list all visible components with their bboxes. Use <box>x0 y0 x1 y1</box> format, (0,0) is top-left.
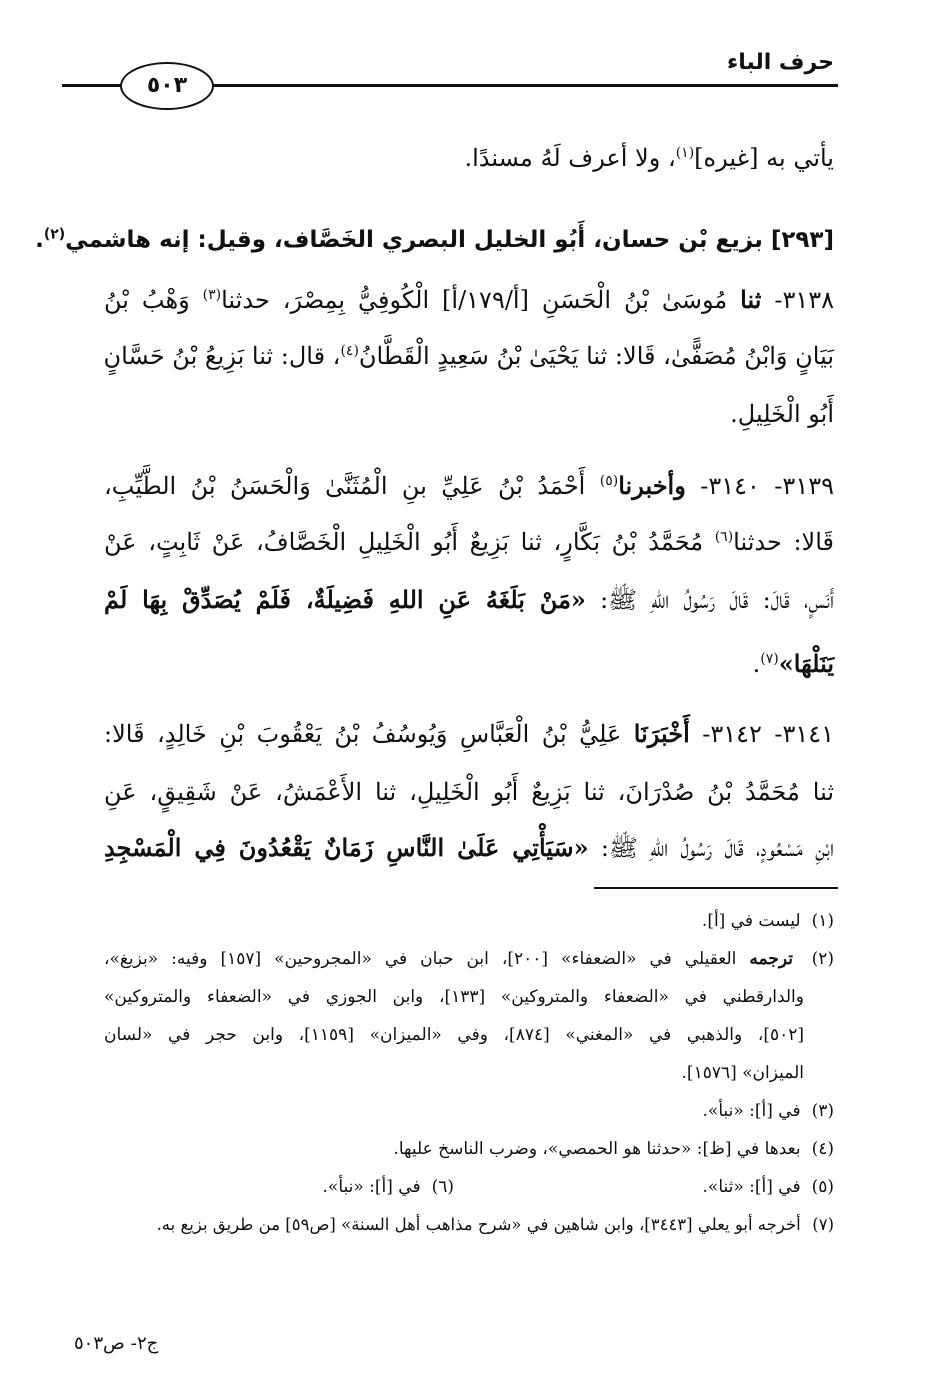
footnote-4: (٤) بعدها في [ظ]: «حدثنا هو الحمصي»، وضرب الناسخ عليها. <box>393 1139 834 1159</box>
footnote-3: (٣) في [أ]: «نبأ». <box>702 1101 834 1121</box>
footnote-mark: (٧) <box>760 651 779 667</box>
continuation-line: يأتي به [غيره]$^{(١)}$، ولا أعرف لَهُ مسندًا. <box>464 144 834 172</box>
footnote-1: (١) ليست في [أ]. <box>701 911 834 931</box>
hadith-3138-line-2: بَيَانٍ وَابْنُ مُصَفًّىٰ، قَالا: ثنا يَحْيَىٰ بْنُ سَعِيدٍ الْقَطَّانُ$^{(٤)}$، قال: ثنا بَزِيعُ بْنُ حَسَّانٍ <box>103 342 834 370</box>
footnote-2-line-2: والدارقطني في «الضعفاء والمتروكين» [١٣٣]، وابن الجوزي في «الضعفاء والمتروكين» <box>104 987 804 1007</box>
footnote-5: (٥) في [أ]: «ثنا». <box>702 1177 834 1197</box>
hadith-3141-line-2: ثنا مُحَمَّدُ بْنُ صُدْرَانَ، ثنا بَزِيعٌ أَبُو الْخَلِيلِ، ثنا الأَعْمَشُ، عَنْ شَقِيقٍ، عَنِ <box>104 778 834 806</box>
entry-heading: [٢٩٣] بزيع بْن حسان، أَبُو الخليل البصري الخَصَّاف، وقيل: إنه هاشمي$^{(٢)}$. <box>35 226 834 253</box>
page-number-badge: ٥٠٣ <box>120 62 214 110</box>
hadith-3139-line-3: أَنَسٍ، قَالَ: قَالَ رَسُولُ اللهِ ﷺ: «مَنْ بَلَغَهُ عَنِ اللهِ فَضِيلَةٌ، فَلَمْ يُصَدِّقْ بِهَا لَمْ <box>104 585 835 614</box>
footer-volume-page-reference: ج٢- ص٥٠٣ <box>74 1333 159 1354</box>
footnote-mark: (٢) <box>43 226 66 243</box>
footnote-mark: (٥) <box>599 473 619 489</box>
footnote-7: (٧) أخرجه أبو يعلي [٣٤٤٣]، وابن شاهين في «شرح مذاهب أهل السنة» [ص٥٩] من طريق بزيع به. <box>156 1215 834 1234</box>
prophetic-quote: «سَيَأْتِي عَلَىٰ النَّاسِ زَمَانٌ يَقْعُدُونَ فِي الْمَسْجِدِ <box>104 833 589 862</box>
footnote-6: (٦) في [أ]: «نبأ». <box>322 1177 454 1197</box>
hadith-3139-line-2: قَالا: حدثنا$^{(٦)}$ مُحَمَّدُ بْنُ بَكَّارٍ، ثنا بَزِيعٌ أَبُو الْخَلِيلِ الْخَصَّافُ، عَنْ ثَابِتٍ، عَنْ <box>104 528 834 556</box>
running-header-title: حرف الباء <box>726 50 834 75</box>
hadith-3138-line-1: ٣١٣٨- ثنا مُوسَىٰ بْنُ الْحَسَنِ [أ/١٧٩/أ] الْكُوفِيُّ بِمِصْرَ، حدثنا$^{(٣)}$ وَهْبُ بْنُ <box>104 285 834 314</box>
hadith-3141-line-1: ٣١٤١- ٣١٤٢- أَخْبَرَنَا عَلِيُّ بْنُ الْعَبَّاسِ وَيُوسُفُ بْنُ يَعْقُوبَ بْنِ خَالِدٍ، قَالا: <box>104 719 834 748</box>
footnote-rule <box>594 887 838 889</box>
hadith-3141-line-3: ابْنِ مَسْعُودٍ، قَالَ رَسُولُ اللهِ ﷺ: «سَيَأْتِي عَلَىٰ النَّاسِ زَمَانٌ يَقْعُدُونَ فِي الْمَسْجِدِ <box>104 833 834 862</box>
footnote-mark: (٤) <box>340 343 359 359</box>
footnote-mark: (٣) <box>202 287 222 303</box>
prophetic-quote: «مَنْ بَلَغَهُ عَنِ اللهِ فَضِيلَةٌ، فَلَمْ يُصَدِّقْ بِهَا لَمْ <box>104 585 586 614</box>
footnote-2-line-4: الميزان» [١٥٧٦]. <box>681 1063 804 1083</box>
footnote-2-line-3: [٥٠٢]، والذهبي في «المغني» [٨٧٤]، وفي «الميزان» [١١٥٩]، وابن حجر في «لسان <box>104 1025 804 1045</box>
hadith-3139-line-4: يَنَلْهَا»$^{(٧)}$. <box>752 649 834 678</box>
hadith-3139-line-1: ٣١٣٩- ٣١٤٠- وأخبرنا$^{(٥)}$ أَحْمَدُ بْنُ عَلِيِّ بنِ الْمُثَنَّىٰ وَالْحَسَنُ بْنُ الطَّيِّبِ، <box>104 471 834 500</box>
footnote-mark: (٦) <box>714 529 734 545</box>
footnote-2-line-1: (٢) ترجمه العقيلي في «الضعفاء» [٢٠٠]، ابن حبان في «المجروحين» [١٥٧] وفيه: «بزيغ»، <box>104 949 834 969</box>
hadith-3138-line-3: أَبُو الْخَلِيلِ. <box>730 400 834 428</box>
footnote-mark: (١) <box>675 145 695 161</box>
